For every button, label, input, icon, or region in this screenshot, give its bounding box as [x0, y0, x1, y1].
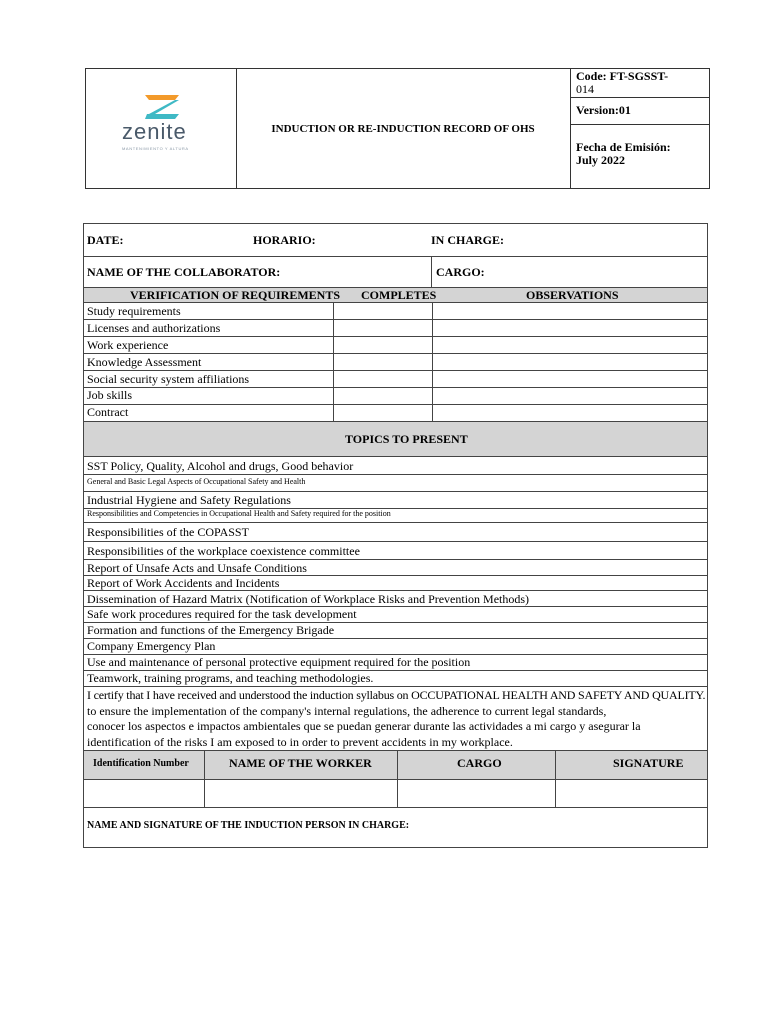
topic-item: SST Policy, Quality, Alcohol and drugs, Good behavior — [87, 459, 354, 473]
verification-header: VERIFICATION OF REQUIREMENTS — [130, 288, 341, 302]
issue-date-cell — [570, 125, 709, 188]
topic-item: Company Emergency Plan — [87, 639, 216, 653]
cargo-label: CARGO: — [436, 265, 485, 279]
topic-item: Safe work procedures required for the task development — [87, 607, 357, 621]
completes-header: COMPLETES — [361, 288, 437, 302]
cargo-field[interactable] — [398, 780, 555, 807]
document-header — [85, 68, 710, 189]
observations-header: OBSERVATIONS — [526, 288, 619, 302]
topics-header: TOPICS TO PRESENT — [345, 432, 468, 446]
issue-date: July 2022 — [576, 153, 626, 167]
certification-line: I certify that I have received and understood the induction syllabus on OCCUPATIONAL HEALTH AND SAFETY AND QUALITY. — [87, 688, 706, 702]
induction-form — [83, 223, 708, 848]
requirement-item: Contract — [87, 405, 129, 419]
document-meta — [570, 69, 709, 188]
topic-item: Report of Work Accidents and Incidents — [87, 576, 280, 590]
signature-field[interactable] — [556, 780, 707, 807]
certification-line: identification of the risks I am exposed to in order to prevent accidents in my workplace. — [87, 735, 513, 749]
version-cell: Version:01 — [570, 98, 709, 125]
id-number-header: Identification Number — [93, 758, 189, 769]
topic-item: Responsibilities and Competencies in Occupational Health and Safety required for the position — [87, 509, 391, 518]
topic-item: Responsibilities of the workplace coexistence committee — [87, 544, 360, 558]
certification-line: to ensure the implementation of the company's internal regulations, the adherence to current legal standards, — [87, 704, 607, 718]
date-label: DATE: — [87, 233, 124, 247]
code-cell — [570, 69, 709, 98]
schedule-label: HORARIO: — [253, 233, 316, 247]
topic-item: Responsibilities of the COPASST — [87, 525, 249, 539]
cargo-header: CARGO — [457, 756, 502, 770]
certification-line: conocer los aspectos e impactos ambientales que se puedan generar durante las actividades a mi cargo y asegurar la — [87, 719, 641, 733]
zenite-logo-icon — [143, 95, 181, 119]
logo-wordmark: zenite — [122, 119, 187, 144]
requirement-item: Job skills — [87, 388, 133, 402]
requirement-item: Social security system affiliations — [87, 372, 250, 386]
issue-label: Fecha de Emisión: — [576, 140, 671, 154]
signature-header: SIGNATURE — [613, 756, 684, 770]
topic-item: Use and maintenance of personal protective equipment required for the position — [87, 655, 471, 669]
topic-item: General and Basic Legal Aspects of Occupational Safety and Health — [87, 477, 306, 486]
topic-item: Dissemination of Hazard Matrix (Notification of Workplace Risks and Prevention Methods) — [87, 592, 530, 606]
in-charge-label: IN CHARGE: — [431, 233, 505, 247]
document-title: INDUCTION OR RE-INDUCTION RECORD OF OHS — [236, 69, 571, 188]
worker-name-field[interactable] — [205, 780, 397, 807]
logo-tagline: MANTENIMIENTO Y ALTURA — [122, 146, 189, 151]
code-label: Code: FT-SGSST- — [576, 69, 669, 83]
topic-item: Formation and functions of the Emergency Brigade — [87, 623, 335, 637]
requirement-item: Study requirements — [87, 304, 181, 318]
requirement-item: Licenses and authorizations — [87, 321, 221, 335]
induction-person-label: NAME AND SIGNATURE OF THE INDUCTION PERSON IN CHARGE: — [87, 820, 410, 831]
topic-item: Teamwork, training programs, and teaching methodologies. — [87, 671, 374, 685]
requirement-item: Work experience — [87, 338, 169, 352]
code-value: 014 — [576, 82, 594, 96]
collaborator-label: NAME OF THE COLLABORATOR: — [87, 265, 281, 279]
topic-item: Report of Unsafe Acts and Unsafe Conditions — [87, 561, 307, 575]
worker-name-header: NAME OF THE WORKER — [229, 756, 372, 770]
logo-cell — [86, 69, 237, 188]
topic-item: Industrial Hygiene and Safety Regulations — [87, 493, 291, 507]
requirement-item: Knowledge Assessment — [87, 355, 202, 369]
id-number-field[interactable] — [84, 780, 204, 807]
